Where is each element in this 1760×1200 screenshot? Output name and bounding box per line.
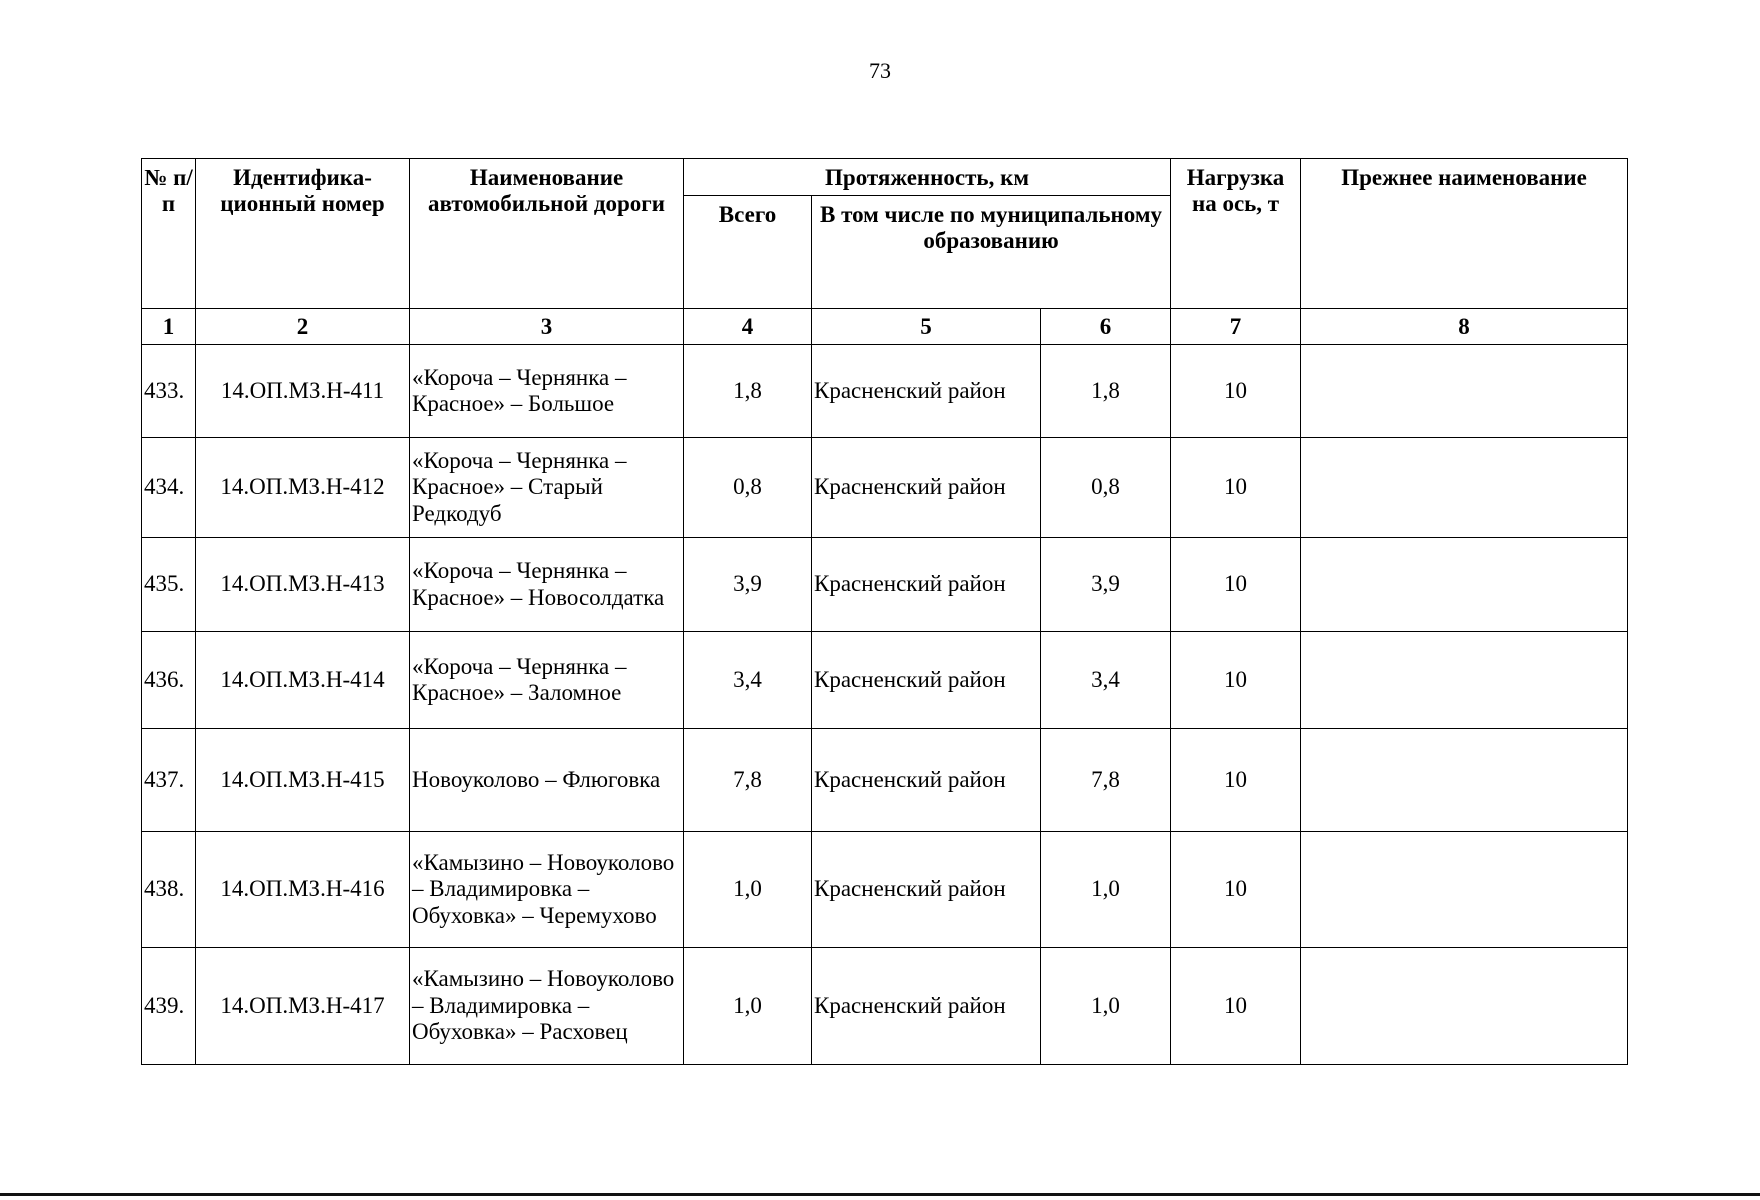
- axle-load-cell: 10: [1171, 438, 1301, 538]
- table-header: [142, 159, 1628, 345]
- length-total-cell: 1,0: [684, 948, 812, 1065]
- row-number-cell: 434.: [142, 438, 196, 538]
- row-number-cell: 438.: [142, 832, 196, 948]
- column-number: 1: [142, 309, 196, 345]
- column-number: 7: [1171, 309, 1301, 345]
- header-total: Всего: [684, 196, 812, 309]
- axle-load-cell: 10: [1171, 538, 1301, 632]
- municipality-cell: Красненский район: [812, 345, 1041, 438]
- column-number: 8: [1301, 309, 1628, 345]
- road-name-cell: Новоуколово – Флюговка: [410, 729, 684, 832]
- road-id-cell: 14.ОП.МЗ.Н-412: [196, 438, 410, 538]
- length-total-cell: 3,4: [684, 632, 812, 729]
- table-row: [142, 832, 1628, 948]
- road-name-cell: «Короча – Чернянка – Красное» – Заломное: [410, 632, 684, 729]
- row-number-cell: 439.: [142, 948, 196, 1065]
- header-road-name: Наименование автомобильной дороги: [410, 159, 684, 309]
- length-municipal-cell: 3,4: [1041, 632, 1171, 729]
- road-name-cell: «Короча – Чернянка – Красное» – Большое: [410, 345, 684, 438]
- header-length-group: Протяженность, км: [684, 159, 1171, 196]
- municipality-cell: Красненский район: [812, 832, 1041, 948]
- column-number: 2: [196, 309, 410, 345]
- road-name-cell: «Короча – Чернянка – Красное» – Старый Редкодуб: [410, 438, 684, 538]
- header-num: № п/п: [142, 159, 196, 309]
- header-municipal: В том числе по муниципальному образованию: [812, 196, 1171, 309]
- road-id-cell: 14.ОП.МЗ.Н-411: [196, 345, 410, 438]
- length-municipal-cell: 1,0: [1041, 948, 1171, 1065]
- road-id-cell: 14.ОП.МЗ.Н-417: [196, 948, 410, 1065]
- municipality-cell: Красненский район: [812, 729, 1041, 832]
- axle-load-cell: 10: [1171, 832, 1301, 948]
- previous-name-cell: [1301, 345, 1628, 438]
- column-number: 6: [1041, 309, 1171, 345]
- axle-load-cell: 10: [1171, 948, 1301, 1065]
- road-name-cell: «Короча – Чернянка – Красное» – Новосолдатка: [410, 538, 684, 632]
- road-name-cell: «Камызино – Новоуколово – Владимировка – Обуховка» – Расховец: [410, 948, 684, 1065]
- row-number-cell: 437.: [142, 729, 196, 832]
- municipality-cell: Красненский район: [812, 632, 1041, 729]
- length-total-cell: 3,9: [684, 538, 812, 632]
- table-body: [142, 345, 1628, 1065]
- length-municipal-cell: 1,0: [1041, 832, 1171, 948]
- road-name-cell: «Камызино – Новоуколово – Владимировка – Обуховка» – Черемухово: [410, 832, 684, 948]
- row-number-cell: 435.: [142, 538, 196, 632]
- previous-name-cell: [1301, 538, 1628, 632]
- axle-load-cell: 10: [1171, 632, 1301, 729]
- length-municipal-cell: 0,8: [1041, 438, 1171, 538]
- road-id-cell: 14.ОП.МЗ.Н-415: [196, 729, 410, 832]
- table-row: [142, 948, 1628, 1065]
- header-previous-name: Прежнее наименование: [1301, 159, 1628, 309]
- table-row: [142, 632, 1628, 729]
- column-number: 3: [410, 309, 684, 345]
- row-number-cell: 433.: [142, 345, 196, 438]
- municipality-cell: Красненский район: [812, 538, 1041, 632]
- table-row: [142, 438, 1628, 538]
- table-row: [142, 729, 1628, 832]
- column-number: 5: [812, 309, 1041, 345]
- page-number: 73: [869, 58, 891, 83]
- table-row: [142, 345, 1628, 438]
- previous-name-cell: [1301, 632, 1628, 729]
- row-number-cell: 436.: [142, 632, 196, 729]
- length-municipal-cell: 1,8: [1041, 345, 1171, 438]
- road-id-cell: 14.ОП.МЗ.Н-416: [196, 832, 410, 948]
- municipality-cell: Красненский район: [812, 948, 1041, 1065]
- previous-name-cell: [1301, 729, 1628, 832]
- column-number: 4: [684, 309, 812, 345]
- length-total-cell: 1,8: [684, 345, 812, 438]
- axle-load-cell: 10: [1171, 345, 1301, 438]
- length-municipal-cell: 3,9: [1041, 538, 1171, 632]
- road-id-cell: 14.ОП.МЗ.Н-413: [196, 538, 410, 632]
- previous-name-cell: [1301, 438, 1628, 538]
- header-id: Идентифика-ционный номер: [196, 159, 410, 309]
- road-id-cell: 14.ОП.МЗ.Н-414: [196, 632, 410, 729]
- municipality-cell: Красненский район: [812, 438, 1041, 538]
- column-number-row: [142, 309, 1628, 345]
- length-total-cell: 0,8: [684, 438, 812, 538]
- axle-load-cell: 10: [1171, 729, 1301, 832]
- table-row: [142, 538, 1628, 632]
- length-total-cell: 7,8: [684, 729, 812, 832]
- length-municipal-cell: 7,8: [1041, 729, 1171, 832]
- header-axle-load: Нагрузка на ось, т: [1171, 159, 1301, 309]
- previous-name-cell: [1301, 948, 1628, 1065]
- previous-name-cell: [1301, 832, 1628, 948]
- length-total-cell: 1,0: [684, 832, 812, 948]
- page-bottom-line: [0, 1193, 1760, 1196]
- roads-table: [141, 158, 1628, 1065]
